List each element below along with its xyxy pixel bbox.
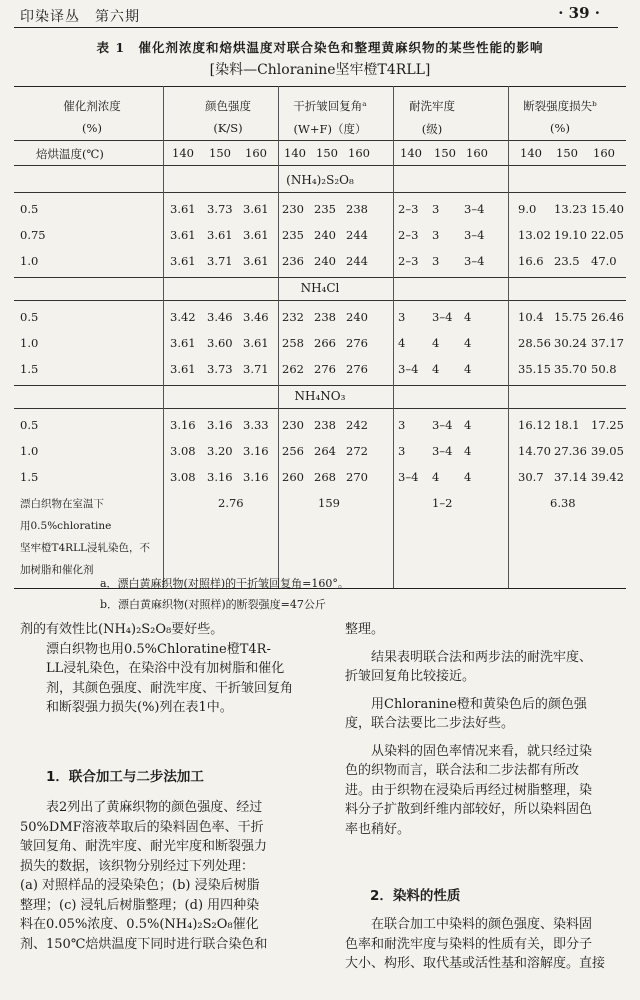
temp-value: 160 xyxy=(466,146,488,160)
table-cell: 3–4 xyxy=(398,362,419,376)
table-cell: 3–4 xyxy=(464,228,485,242)
header-rule xyxy=(14,140,626,141)
table-cell: 3.71 xyxy=(207,254,233,268)
temp-label: 焙烘温度(℃) xyxy=(36,147,104,161)
column-header: 催化剂浓度 xyxy=(63,99,121,113)
right-paragraph-3 xyxy=(345,695,635,734)
table-cell: 236 xyxy=(282,254,304,268)
temp-value: 160 xyxy=(245,146,267,160)
table-cell: 37.17 xyxy=(591,336,624,350)
text-line: 料在0.05%浓度、0.5%(NH₄)₂S₂O₈催化 xyxy=(20,917,259,932)
column-header: 颜色强度 xyxy=(205,99,251,113)
table-cell: 268 xyxy=(314,470,336,484)
table-cell: 3.61 xyxy=(170,228,196,242)
table-cell: 30.24 xyxy=(554,336,587,350)
group-title: NH₄NO₃ xyxy=(294,389,346,403)
table-cell: 19.10 xyxy=(554,228,587,242)
table-cell: 3–4 xyxy=(464,202,485,216)
table-cell: 18.1 xyxy=(554,418,580,432)
table-cell: 3.16 xyxy=(243,444,269,458)
control-label: 坚牢橙T4RLL浸轧染色，不 xyxy=(20,542,151,554)
table-cell: 240 xyxy=(346,310,368,324)
text-line: 在联合加工中染料的颜色强度、染料固 xyxy=(371,917,593,932)
temp-value: 140 xyxy=(172,146,194,160)
text-line: 度，联合法要比二步法好些。 xyxy=(345,716,515,731)
table-cell: 17.25 xyxy=(591,418,624,432)
table-cell: 3–4 xyxy=(432,418,453,432)
row-concentration: 0.5 xyxy=(20,202,39,216)
table-cell: 3.08 xyxy=(170,444,196,458)
table-cell: 3.61 xyxy=(170,362,196,376)
row-concentration: 1.0 xyxy=(20,254,39,268)
table-cell: 3–4 xyxy=(464,254,485,268)
table-cell: 3.46 xyxy=(243,310,269,324)
table-cell: 3 xyxy=(398,444,406,458)
left-paragraph-3 xyxy=(20,798,335,954)
table-cell: 235 xyxy=(314,202,336,216)
table-cell: 232 xyxy=(282,310,304,324)
table-cell: 3.61 xyxy=(170,254,196,268)
table-cell: 276 xyxy=(314,362,336,376)
journal-title: 印染译丛 第六期 xyxy=(20,9,140,25)
text-line: LL浸轧染色，在染浴中没有加树脂和催化 xyxy=(46,661,285,676)
table-cell: 35.15 xyxy=(518,362,551,376)
table-cell: 3.61 xyxy=(243,202,269,216)
group-title: NH₄Cl xyxy=(300,281,340,295)
table-cell: 23.5 xyxy=(554,254,580,268)
table-cell: 272 xyxy=(346,444,368,458)
column-separator xyxy=(163,86,164,588)
column-unit: (%) xyxy=(82,121,102,135)
table-cell: 235 xyxy=(282,228,304,242)
text-line: 折皱回复角比较接近。 xyxy=(345,669,476,684)
table-cell: 238 xyxy=(346,202,368,216)
row-concentration: 0.75 xyxy=(20,228,46,242)
table-cell: 3.16 xyxy=(170,418,196,432)
page-number: · 39 · xyxy=(558,4,600,22)
table-cell: 3.61 xyxy=(170,336,196,350)
table-cell: 13.23 xyxy=(554,202,587,216)
text-line: 漂白织物也用0.5%Chloratine橙T4R- xyxy=(46,641,271,657)
temp-value: 160 xyxy=(593,146,615,160)
table-cell: 3 xyxy=(432,254,440,268)
table-cell: 22.05 xyxy=(591,228,624,242)
table-note-a: a．漂白黄麻织物(对照样)的干折皱回复角=160°。 xyxy=(100,577,349,590)
text-line: 色的织物而言，联合法和二步法都有所改 xyxy=(345,763,580,778)
section-heading-1: 1．联合加工与二步法加工 xyxy=(46,769,204,785)
table-cell: 230 xyxy=(282,202,304,216)
text-line: 大小、构形、取代基或活性基和溶解度。直接 xyxy=(345,956,606,971)
left-paragraph-2 xyxy=(20,640,330,718)
row-concentration: 1.5 xyxy=(20,470,39,484)
table-cell: 4 xyxy=(464,362,472,376)
table-cell: 30.7 xyxy=(518,470,544,484)
temp-value: 150 xyxy=(316,146,338,160)
table-cell: 3.73 xyxy=(207,202,233,216)
table-cell: 26.46 xyxy=(591,310,624,324)
table-cell: 10.4 xyxy=(518,310,544,324)
table-cell: 3.08 xyxy=(170,470,196,484)
table-cell: 3.61 xyxy=(243,228,269,242)
table-cell: 3.71 xyxy=(243,362,269,376)
table-cell: 3.42 xyxy=(170,310,196,324)
table-cell: 4 xyxy=(464,336,472,350)
right-paragraph-2 xyxy=(345,648,635,687)
table-cell: 15.75 xyxy=(554,310,587,324)
control-wash: 1–2 xyxy=(432,496,453,510)
text-line: 皱回复角、耐洗牢度、耐光牢度和断裂强力 xyxy=(20,839,268,854)
group-end-rule xyxy=(14,277,626,278)
temp-value: 150 xyxy=(556,146,578,160)
table-cell: 13.02 xyxy=(518,228,551,242)
text-line: 结果表明联合法和两步法的耐洗牢度、 xyxy=(371,649,593,665)
left-column xyxy=(20,620,330,718)
table-cell: 256 xyxy=(282,444,304,458)
table-cell: 3 xyxy=(432,228,440,242)
table-cell: 3.61 xyxy=(170,202,196,216)
temp-value: 150 xyxy=(209,146,231,160)
table-cell: 270 xyxy=(346,470,368,484)
text-line: 进。由于织物在浸染后再经过树脂整理，染 xyxy=(345,782,593,798)
table-cell: 3 xyxy=(398,310,406,324)
table-cell: 244 xyxy=(346,254,368,268)
left-paragraph-1 xyxy=(20,620,330,640)
table-cell: 4 xyxy=(464,444,472,458)
row-concentration: 1.0 xyxy=(20,444,39,458)
table-cell: 3.20 xyxy=(207,444,233,458)
table-cell: 50.8 xyxy=(591,362,617,376)
table-cell: 35.70 xyxy=(554,362,587,376)
right-paragraph-5 xyxy=(345,915,635,974)
column-separator xyxy=(508,86,509,588)
section-heading-2: 2．染料的性质 xyxy=(370,888,461,904)
group-title: (NH₄)₂S₂O₈ xyxy=(286,173,354,187)
control-cra: 159 xyxy=(318,496,340,510)
table-cell: 244 xyxy=(346,228,368,242)
control-loss: 6.38 xyxy=(550,496,576,510)
table-cell: 3.46 xyxy=(207,310,233,324)
control-ks: 2.76 xyxy=(218,496,244,510)
temp-value: 140 xyxy=(400,146,422,160)
table-cell: 4 xyxy=(432,362,440,376)
table-cell: 240 xyxy=(314,228,336,242)
table-cell: 276 xyxy=(346,362,368,376)
table-cell: 9.0 xyxy=(518,202,537,216)
table-cell: 4 xyxy=(464,418,472,432)
column-header: 断裂强度损失ᵇ xyxy=(523,99,597,113)
table-cell: 27.36 xyxy=(554,444,587,458)
table-cell: 28.56 xyxy=(518,336,551,350)
table-cell: 238 xyxy=(314,310,336,324)
table-cell: 3.16 xyxy=(243,470,269,484)
text-line: 率也稍好。 xyxy=(345,821,411,837)
table-cell: 264 xyxy=(314,444,336,458)
column-unit: (%) xyxy=(550,121,570,135)
text-line: 和断裂强力损失(%)列在表1中。 xyxy=(46,700,233,715)
table-cell: 4 xyxy=(432,470,440,484)
table-cell: 3.60 xyxy=(207,336,233,350)
table-cell: 230 xyxy=(282,418,304,432)
header-rule xyxy=(14,27,618,28)
table-cell: 3–4 xyxy=(432,310,453,324)
table-cell: 276 xyxy=(346,336,368,350)
temp-value: 140 xyxy=(520,146,542,160)
table-cell: 3.61 xyxy=(243,254,269,268)
table-cell: 3 xyxy=(398,418,406,432)
temp-value: 140 xyxy=(284,146,306,160)
table-cell: 39.05 xyxy=(591,444,624,458)
table-cell: 266 xyxy=(314,336,336,350)
group-end-rule xyxy=(14,385,626,386)
text-line: 色率和耐洗牢度与染料的性质有关，即分子 xyxy=(345,936,593,952)
table-cell: 3.16 xyxy=(207,470,233,484)
column-unit: (级) xyxy=(421,122,443,136)
table-cell: 260 xyxy=(282,470,304,484)
text-line: (a) 对照样品的浸染染色；(b) 浸染后树脂 xyxy=(20,878,260,893)
table-cell: 2–3 xyxy=(398,202,419,216)
column-unit: (W+F)（度） xyxy=(293,122,367,136)
text-line: 剂、150℃焙烘温度下同时进行联合染色和 xyxy=(20,936,268,952)
table-cell: 262 xyxy=(282,362,304,376)
table-cell: 37.14 xyxy=(554,470,587,484)
text-line: 整理；(c) 浸轧后树脂整理；(d) 用四种染 xyxy=(20,897,260,913)
table-cell: 4 xyxy=(432,336,440,350)
text-line: 整理。 xyxy=(345,622,385,637)
table-cell: 3 xyxy=(432,202,440,216)
text-line: 50%DMF溶液萃取后的染料固色率、干折 xyxy=(20,819,264,835)
temp-value: 160 xyxy=(348,146,370,160)
table-cell: 4 xyxy=(464,310,472,324)
group-rule xyxy=(14,408,626,409)
text-line: 从染料的固色率情况来看，就只经过染 xyxy=(371,743,593,759)
row-concentration: 0.5 xyxy=(20,310,39,324)
table-cell: 3–4 xyxy=(432,444,453,458)
control-label: 漂白织物在室温下 xyxy=(20,498,104,510)
row-concentration: 1.5 xyxy=(20,362,39,376)
table-cell: 47.0 xyxy=(591,254,617,268)
column-header: 干折皱回复角ᵃ xyxy=(293,99,367,113)
text-line: 用Chloranine橙和黄染色后的颜色强 xyxy=(371,696,587,712)
table-cell: 39.42 xyxy=(591,470,624,484)
group-rule xyxy=(14,192,626,193)
text-line: 损失的数据，该织物分别经过下列处理： xyxy=(20,858,255,874)
table-cell: 238 xyxy=(314,418,336,432)
table-subtitle: [染料—Chloranine坚牢橙T4RLL] xyxy=(209,62,431,78)
table-cell: 16.12 xyxy=(518,418,551,432)
table-cell: 16.6 xyxy=(518,254,544,268)
table-cell: 14.70 xyxy=(518,444,551,458)
table-note-b: b．漂白黄麻织物(对照样)的断裂强度=47公斤 xyxy=(100,598,326,611)
right-paragraph-1 xyxy=(345,620,635,640)
control-label: 用0.5%chloratine xyxy=(20,520,112,532)
group-rule xyxy=(14,300,626,301)
table-cell: 4 xyxy=(398,336,406,350)
column-separator xyxy=(393,86,394,588)
table-cell: 2–3 xyxy=(398,228,419,242)
table-cell: 3.61 xyxy=(207,228,233,242)
row-concentration: 0.5 xyxy=(20,418,39,432)
column-separator xyxy=(278,86,279,588)
table-cell: 4 xyxy=(464,470,472,484)
table-cell: 3.61 xyxy=(243,336,269,350)
column-header: 耐洗牢度 xyxy=(409,99,455,113)
temp-rule xyxy=(14,165,626,166)
table-cell: 3.16 xyxy=(207,418,233,432)
text-line: 剂的有效性比(NH₄)₂S₂O₈要好些。 xyxy=(20,622,224,637)
right-column xyxy=(345,620,635,839)
column-unit: (K/S) xyxy=(213,121,243,135)
table-cell: 3.33 xyxy=(243,418,269,432)
table-cell: 2–3 xyxy=(398,254,419,268)
table-title: 表 1 催化剂浓度和焙烘温度对联合染色和整理黄麻织物的某些性能的影响 xyxy=(96,40,544,55)
table-cell: 240 xyxy=(314,254,336,268)
control-label: 加树脂和催化剂 xyxy=(20,564,94,576)
row-concentration: 1.0 xyxy=(20,336,39,350)
text-line: 剂，其颜色强度、耐洗牢度、干折皱回复角 xyxy=(46,680,294,696)
table-cell: 15.40 xyxy=(591,202,624,216)
table-cell: 242 xyxy=(346,418,368,432)
table-cell: 3.73 xyxy=(207,362,233,376)
table-cell: 3–4 xyxy=(398,470,419,484)
table-top-rule xyxy=(14,86,626,87)
table-cell: 258 xyxy=(282,336,304,350)
text-line: 表2列出了黄麻织物的颜色强度、经过 xyxy=(46,800,263,815)
right-paragraph-4 xyxy=(345,742,635,840)
text-line: 料分子扩散到纤维内部较好，所以染料固色 xyxy=(345,802,593,817)
temp-value: 150 xyxy=(434,146,456,160)
